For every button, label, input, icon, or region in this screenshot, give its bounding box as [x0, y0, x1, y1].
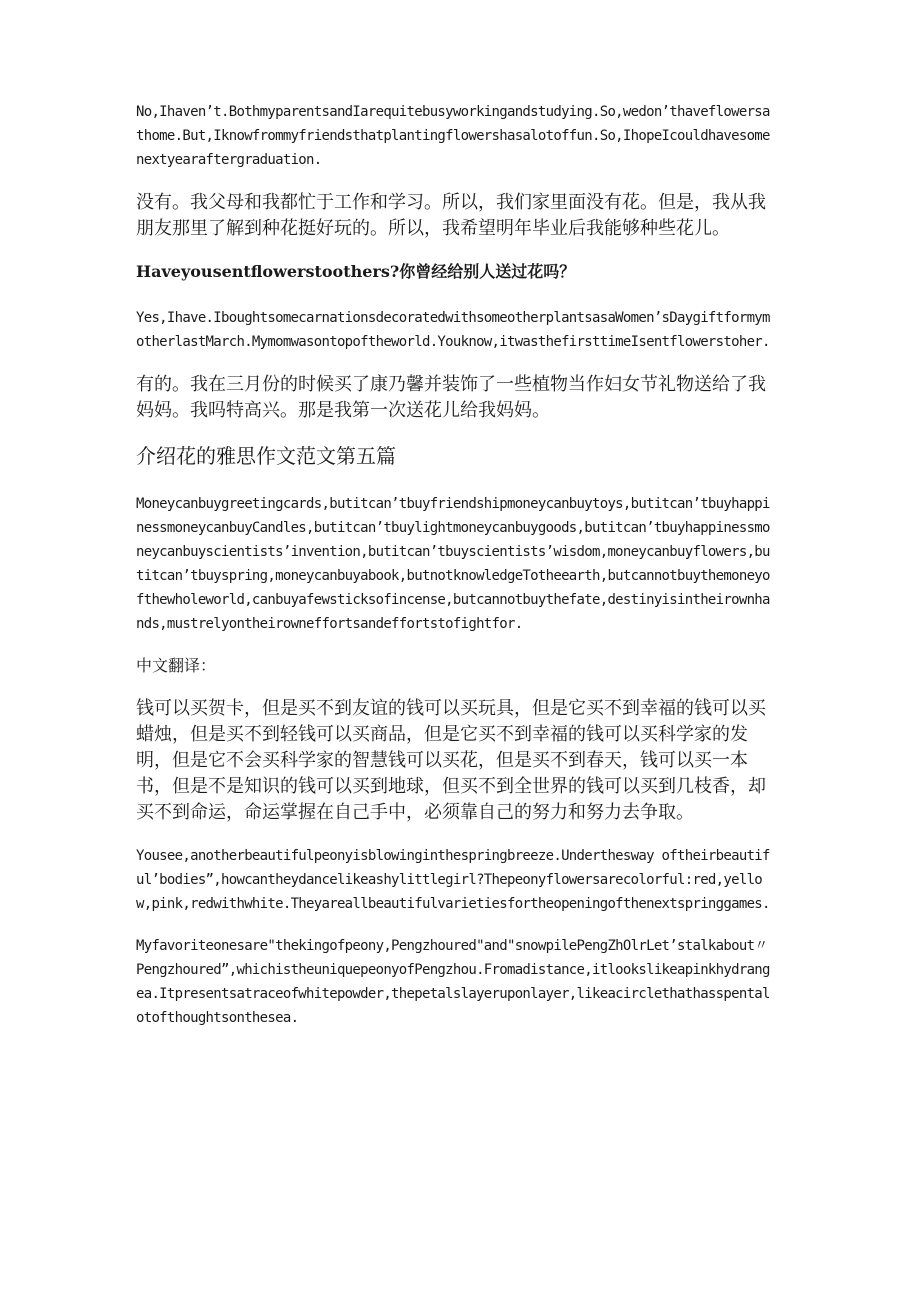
favorite-paragraph-line1: Myfavoriteonesare"thekingofpeony,Pengzhoured"and"snowpilePengZhOlrLet’stalkabout〃: [136, 938, 768, 954]
favorite-paragraph-line2: Pengzhoured”,whichistheuniquepeonyofPengzhou.Fromadistance,itlookslikeapinkhydrangea.Itpresentsatraceofwhitepowder,thepetalslayeruponlayer,likeacirclethathasspentalotofthoughtsonthesea.: [136, 962, 770, 1026]
essay-paragraph-en: Moneycanbuygreetingcards,butitcan’tbuyfriendshipmoneycanbuytoys,butitcan’tbuyhappinessmoneycanbuyCandles,butitcan’tbuylightmoneycanbuygoods,butitcan’tbuyhappinessmoneycanbuyscientists’invention,butitcan’tbuyscientists’wisdom,moneycanbuyflowers,butitcan’tbuyspring,moneycanbuyabook,butnotknowledgeTotheearth,butcannotbuythemoneyofthewholeworld,canbuyafewsticksofincense,butcannotbuythefate,destinyisintheirownhands,mustrelyontheirowneffortsandeffortstofightfor.: [136, 496, 770, 632]
answer-paragraph-en-2: Yes,Ihave.IboughtsomecarnationsdecoratedwithsomeotherplantsasaWomen’sDaygiftformymotherlastMarch.Mymomwasontopoftheworld.Youknow,itwasthefirsttimeIsentflowerstoher.: [136, 310, 770, 350]
section-heading: 介绍花的雅思作文范文第五篇: [136, 444, 396, 468]
translation-paragraph-zh: 钱可以买贺卡，但是买不到友谊的钱可以买玩具，但是它买不到幸福的钱可以买蜡烛，但是买不到轻钱可以买商品，但是它买不到幸福的钱可以买科学家的发明，但是它不会买科学家的智慧钱可以买花，但是买不到春天，钱可以买一本书，但是不是知识的钱可以买到地球，但买不到全世界的钱可以买到几枝香，却买不到命运，命运掌握在自己手中，必须靠自己的努力和努力去争取。: [136, 698, 766, 823]
answer-paragraph-en: No,Ihaven’t.BothmyparentsandIarequitebusyworkingandstudying.So,wedon’thaveflowersathome.But,Iknowfrommyfriendsthatplantingflowershasalotoffun.So,IhopeIcouldhavesomenextyearaftergraduation.: [136, 104, 770, 168]
question-heading: Haveyousentflowerstoothers?你曾经给别人送过花吗？: [136, 262, 576, 281]
answer-paragraph-zh: 没有。我父母和我都忙于工作和学习。所以，我们家里面没有花。但是，我从我朋友那里了解到种花挺好玩的。所以，我希望明年毕业后我能够种些花儿。: [136, 192, 766, 239]
translation-label: 中文翻译：: [136, 656, 217, 675]
document-page: [136, 100, 776, 1030]
answer-paragraph-zh-2: 有的。我在三月份的时候买了康乃馨并装饰了一些植物当作妇女节礼物送给了我妈妈。我吗特高兴。那是我第一次送花儿给我妈妈。: [136, 374, 766, 421]
peony-paragraph-en: Yousee,anotherbeautifulpeonyisblowinginthespringbreeze.Underthesway oftheirbeautiful’bodies”,howcantheydancelikeashylittlegirl?Thepeonyflowersarecolorful:red,yellow,pink,redwithwhite.Theyareallbeautifulvarietiesfortheopeningofthenextspringgames.: [136, 848, 770, 912]
